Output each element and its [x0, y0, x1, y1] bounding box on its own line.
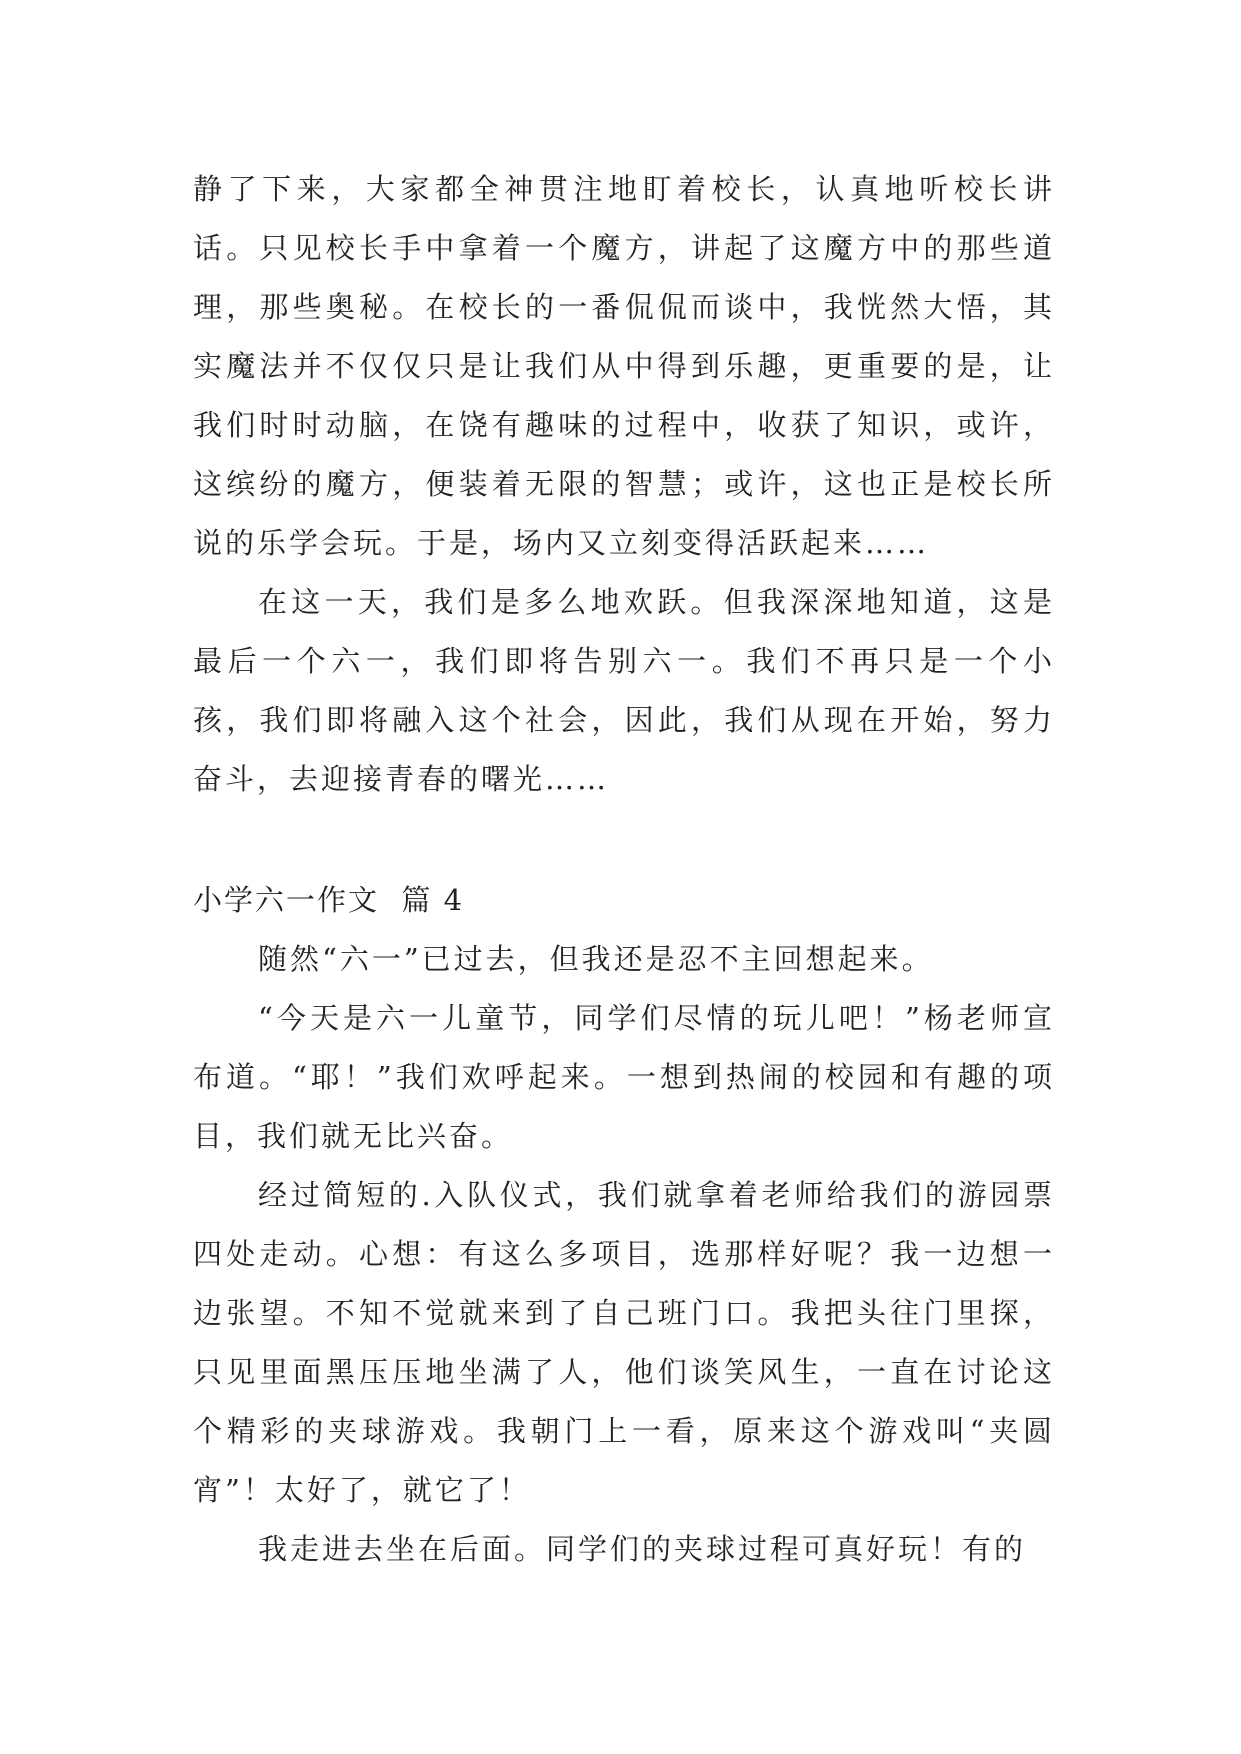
paragraph-sitting-behind: 我走进去坐在后面。同学们的夹球过程可真好玩！有的	[258, 1532, 1027, 1566]
paragraph-garden-tickets: 经过简短的.入队仪式，我们就拿着老师给我们的游园票四处走动。心想：有这么多项目，选那样好呢？我一边想一边张望。不知不觉就来到了自己班门口。我把头往门里探，只见里面黑压压地坐满了人，他们谈笑风生，一直在讨论这个精彩的夹球游戏。我朝门上一看，原来这个游戏叫“夹圆宵”！太好了，就它了！	[193, 1178, 1055, 1507]
section-heading: 小学六一作文 篇 4	[193, 883, 465, 917]
paragraph-continuation: 静了下来，大家都全神贯注地盯着校长，认真地听校长讲话。只见校长手中拿着一个魔方，讲起了这魔方中的那些道理，那些奥秘。在校长的一番侃侃而谈中，我恍然大悟，其实魔法并不仅仅只是让我们从中得到乐趣，更重要的是，让我们时时动脑，在饶有趣味的过程中，收获了知识，或许，这缤纷的魔方，便装着无限的智慧；或许，这也正是校长所说的乐学会玩。于是，场内又立刻变得活跃起来……	[193, 172, 1055, 560]
document-body	[193, 160, 1055, 1579]
paragraph-teacher-announcement: “今天是六一儿童节，同学们尽情的玩儿吧！”杨老师宣布道。“耶！”我们欢呼起来。一想到热闹的校园和有趣的项目，我们就无比兴奋。	[193, 1001, 1055, 1153]
paragraph-recall: 随然“六一”已过去，但我还是忍不主回想起来。	[258, 942, 934, 976]
paragraph-last-children-day: 在这一天，我们是多么地欢跃。但我深深地知道，这是最后一个六一，我们即将告别六一。我们不再只是一个小孩，我们即将融入这个社会，因此，我们从现在开始，努力奋斗，去迎接青春的曙光……	[193, 585, 1055, 796]
